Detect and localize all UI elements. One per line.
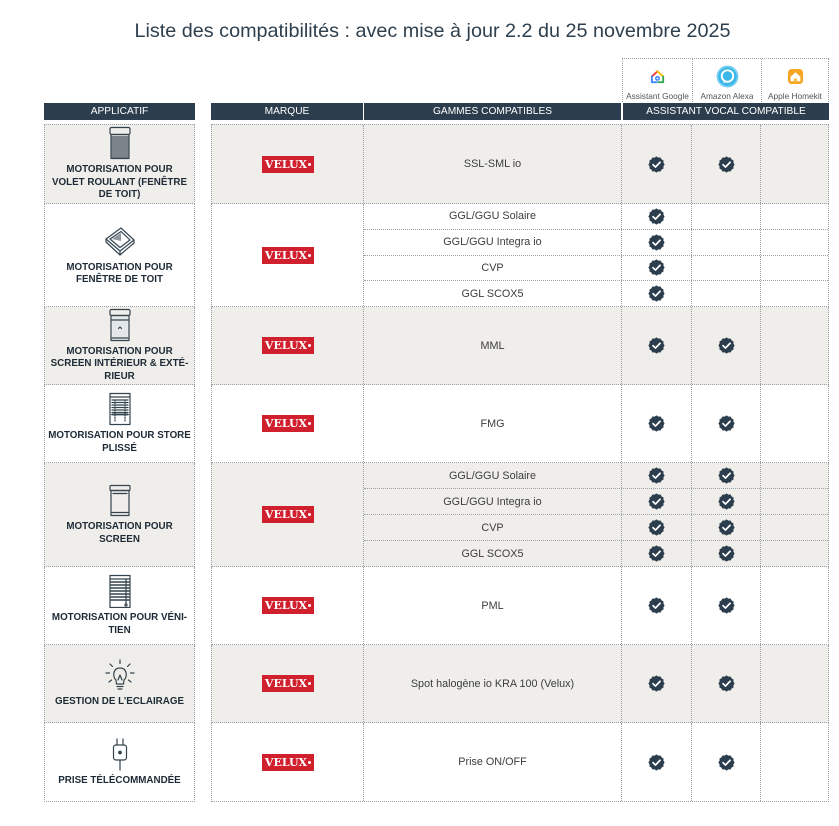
check-icon [648, 415, 665, 432]
check-icon [718, 754, 735, 771]
applicatif-label [51, 346, 189, 384]
assistant-icon-wrap [787, 64, 804, 88]
applicatif-cell [44, 567, 195, 645]
assistant-header [622, 58, 829, 102]
applicatif-label-line: MOTORISATION POUR [66, 345, 173, 357]
gamme-name: Spot halogène io KRA 100 (Velux) [364, 645, 622, 722]
google-cell [622, 204, 692, 229]
homekit-cell [761, 515, 828, 540]
gamme-row [364, 723, 828, 801]
homekit-cell [761, 256, 828, 281]
alexa-icon [716, 65, 739, 88]
check-icon [648, 519, 665, 536]
applicatif-label-line: RIEUR [104, 370, 135, 382]
gamme-name: GGL/GGU Integra io [364, 489, 622, 514]
compat-cells [211, 204, 829, 307]
applicatif-cell [44, 723, 195, 802]
google-cell [622, 125, 692, 203]
applicatif-label-line: GESTION DE L’ECLAIRAGE [54, 696, 184, 708]
check-icon [648, 545, 665, 562]
applicatif-label-line: MOTORISATION POUR VÉNI- [51, 612, 188, 623]
gammes-group [364, 307, 828, 384]
homekit-cell [761, 723, 828, 801]
brand-cell [212, 307, 364, 384]
google-cell [622, 385, 692, 462]
check-icon [648, 259, 665, 276]
header-gammes: GAMMES COMPATIBLES [364, 103, 621, 120]
check-icon [648, 285, 665, 302]
roof-window-icon [103, 224, 137, 258]
compat-cells [211, 567, 829, 645]
gamme-row [364, 515, 828, 541]
gamme-row [364, 281, 828, 306]
plug-icon [103, 737, 137, 771]
table-row [44, 645, 829, 723]
applicatif-label-line: MOTORISATION POUR [66, 164, 173, 176]
alexa-cell [692, 256, 761, 281]
homekit-cell [761, 541, 828, 566]
applicatif-label [48, 430, 191, 455]
gamme-row [364, 307, 828, 384]
gamme-name: GGL SCOX5 [364, 281, 622, 306]
alexa-cell [692, 723, 761, 801]
alexa-cell [692, 281, 761, 306]
table-gap [195, 204, 211, 307]
check-icon [718, 337, 735, 354]
compat-cells [211, 463, 829, 567]
velux-logo: VELUX [262, 754, 314, 771]
velux-logo: VELUX [262, 415, 314, 432]
check-icon [648, 208, 665, 225]
brand-cell [212, 204, 364, 306]
venetian-blind-icon [103, 574, 137, 608]
assistant-icon-wrap [716, 64, 739, 88]
applicatif-label-line: MOTORISATION POUR [66, 521, 173, 532]
assistant-label: Assistant Google [626, 91, 689, 101]
screen-int-ext-icon [103, 308, 137, 342]
velux-logo: VELUX [262, 247, 314, 264]
homekit-cell [761, 645, 828, 722]
gamme-name: CVP [364, 515, 622, 540]
applicatif-label-line: MOTORISATION POUR STORE [48, 430, 191, 441]
homekit-cell [761, 463, 828, 488]
google-cell [622, 723, 692, 801]
applicatif-label-line: SCREEN INTÉRIEUR & EXTÉ- [50, 358, 189, 370]
brand-cell [212, 385, 364, 462]
homekit-cell [761, 125, 828, 203]
assistant-icon-wrap [649, 64, 666, 88]
gammes-group [364, 125, 828, 203]
table-gap [195, 567, 211, 645]
lightbulb-icon [103, 658, 137, 692]
header-assistant: ASSISTANT VOCAL COMPATIBLE [623, 103, 829, 120]
google-cell [622, 645, 692, 722]
brand-cell [212, 463, 364, 566]
assistant-google [622, 59, 692, 102]
table-row [44, 307, 829, 385]
gammes-group [364, 204, 828, 306]
alexa-cell [692, 541, 761, 566]
applicatif-cell [44, 124, 195, 204]
homekit-cell [761, 307, 828, 384]
table-row [44, 567, 829, 645]
applicatif-label [55, 696, 184, 709]
gamme-row [364, 463, 828, 489]
applicatif-label-line: FENÊTRE DE TOIT [76, 274, 163, 285]
table-row [44, 723, 829, 802]
google-cell [622, 230, 692, 255]
brand-cell [212, 723, 364, 801]
table-gap [195, 723, 211, 802]
alexa-cell [692, 307, 761, 384]
check-icon [648, 675, 665, 692]
table-gap [195, 385, 211, 463]
applicatif-cell [44, 204, 195, 307]
homekit-cell [761, 385, 828, 462]
check-icon [648, 337, 665, 354]
apple-home-icon [787, 68, 804, 85]
compat-cells [211, 723, 829, 802]
homekit-cell [761, 230, 828, 255]
applicatif-label [52, 164, 187, 202]
gamme-row [364, 645, 828, 722]
applicatif-label-line: PRISE TÉLÉCOMMANDÉE [58, 774, 181, 786]
applicatif-label [66, 521, 172, 546]
gamme-name: GGL/GGU Solaire [364, 204, 622, 229]
gamme-row [364, 256, 828, 282]
gamme-name: PML [364, 567, 622, 644]
applicatif-cell [44, 463, 195, 567]
google-cell [622, 281, 692, 306]
check-icon [648, 493, 665, 510]
assistant-homekit [761, 59, 828, 102]
check-icon [718, 493, 735, 510]
google-cell [622, 541, 692, 566]
gamme-name: MML [364, 307, 622, 384]
gamme-row [364, 125, 828, 203]
pleated-blind-icon [103, 392, 137, 426]
google-cell [622, 515, 692, 540]
google-cell [622, 567, 692, 644]
table-gap [195, 463, 211, 567]
homekit-cell [761, 489, 828, 514]
check-icon [648, 156, 665, 173]
gamme-name: CVP [364, 256, 622, 281]
gamme-name: GGL/GGU Integra io [364, 230, 622, 255]
alexa-cell [692, 463, 761, 488]
compatibility-table [44, 124, 829, 802]
applicatif-label [52, 612, 187, 637]
homekit-cell [761, 567, 828, 644]
gamme-name: Prise ON/OFF [364, 723, 622, 801]
gamme-name: GGL/GGU Solaire [364, 463, 622, 488]
table-row [44, 204, 829, 307]
gamme-row [364, 541, 828, 566]
gamme-row [364, 385, 828, 462]
check-icon [648, 754, 665, 771]
check-icon [648, 234, 665, 251]
check-icon [718, 519, 735, 536]
gammes-group [364, 723, 828, 801]
gammes-group [364, 645, 828, 722]
page-title: Liste des compatibilités : avec mise à jour 2.2 du 25 novembre 2025 [134, 20, 731, 42]
applicatif-label-line: TIEN [108, 624, 131, 636]
gamme-row [364, 230, 828, 256]
header-marque: MARQUE [211, 103, 363, 120]
assistant-label: Amazon Alexa [700, 91, 754, 101]
google-cell [622, 463, 692, 488]
alexa-cell [692, 515, 761, 540]
check-icon [718, 545, 735, 562]
alexa-cell [692, 645, 761, 722]
gamme-name: FMG [364, 385, 622, 462]
check-icon [718, 415, 735, 432]
assistant-alexa [692, 59, 761, 102]
screen-icon [103, 483, 137, 517]
google-cell [622, 489, 692, 514]
applicatif-label-line: SCREEN [99, 533, 140, 545]
alexa-cell [692, 385, 761, 462]
check-icon [718, 156, 735, 173]
alexa-cell [692, 567, 761, 644]
google-cell [622, 307, 692, 384]
gammes-group [364, 385, 828, 462]
brand-cell [212, 645, 364, 722]
check-icon [648, 597, 665, 614]
table-gap [195, 124, 211, 204]
table-row [44, 463, 829, 567]
applicatif-label-line: MOTORISATION POUR [66, 261, 173, 273]
gamme-row [364, 567, 828, 644]
table-row [44, 385, 829, 463]
table-row [44, 124, 829, 204]
alexa-cell [692, 489, 761, 514]
applicatif-cell [44, 645, 195, 723]
applicatif-label [66, 262, 172, 287]
gammes-group [364, 567, 828, 644]
check-icon [718, 467, 735, 484]
homekit-cell [761, 204, 828, 229]
velux-logo: VELUX [262, 597, 314, 614]
gamme-name: SSL-SML io [364, 125, 622, 203]
applicatif-label-line: DE TOIT) [98, 189, 141, 201]
alexa-cell [692, 204, 761, 229]
velux-logo: VELUX [262, 506, 314, 523]
compat-cells [211, 307, 829, 385]
gammes-group [364, 463, 828, 566]
google-home-icon [649, 68, 666, 85]
alexa-cell [692, 125, 761, 203]
header-applicatif: APPLICATIF [44, 103, 195, 120]
velux-logo: VELUX [262, 156, 314, 173]
table-gap [195, 645, 211, 723]
check-icon [718, 597, 735, 614]
check-icon [718, 675, 735, 692]
brand-cell [212, 125, 364, 203]
applicatif-label-line: VOLET ROULANT (FENÊTRE [52, 176, 187, 188]
check-icon [648, 467, 665, 484]
compat-cells [211, 124, 829, 204]
velux-logo: VELUX [262, 337, 314, 354]
gamme-name: GGL SCOX5 [364, 541, 622, 566]
alexa-cell [692, 230, 761, 255]
applicatif-cell [44, 385, 195, 463]
velux-logo: VELUX [262, 675, 314, 692]
roller-shutter-icon [103, 126, 137, 160]
homekit-cell [761, 281, 828, 306]
gamme-row [364, 204, 828, 230]
gamme-row [364, 489, 828, 515]
google-cell [622, 256, 692, 281]
applicatif-label [58, 775, 180, 788]
compat-cells [211, 385, 829, 463]
applicatif-label-line: PLISSÉ [102, 442, 137, 454]
assistant-label: Apple Homekit [768, 91, 822, 101]
table-gap [195, 307, 211, 385]
brand-cell [212, 567, 364, 644]
compat-cells [211, 645, 829, 723]
applicatif-cell [44, 307, 195, 385]
